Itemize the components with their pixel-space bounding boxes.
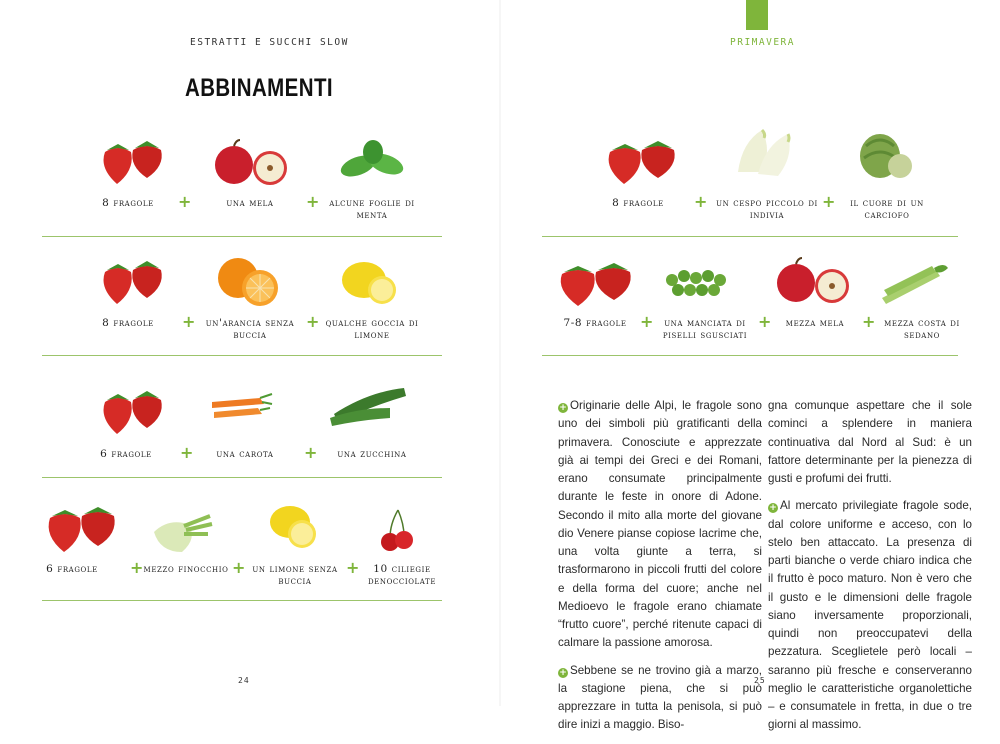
ingredient-label: un'arancia senza buccia <box>205 317 295 341</box>
mint-icon <box>338 138 408 184</box>
ingredient-label: 8 fragole <box>102 197 154 209</box>
ingredient-label: mezza costa di sedano <box>884 317 960 341</box>
lemon-icon <box>338 256 408 306</box>
plus-icon: + <box>822 192 836 211</box>
paragraph <box>768 497 972 734</box>
plus-icon: + <box>304 443 318 462</box>
page-title: ABBINAMENTI <box>185 74 334 102</box>
plus-icon: + <box>130 558 144 577</box>
divider <box>42 600 442 601</box>
strawberries-icon <box>95 258 167 306</box>
ingredient-label: 8 fragole <box>102 317 154 329</box>
strawberries-icon <box>600 138 680 186</box>
paragraph-text: gna comunque aspettare che il sole cominci a splendere in maniera continuativa dal Nord al Sud: è un fattore determinante per la pienezza di gusti e profumi dei frutti. <box>768 399 972 485</box>
page-number: 25 <box>754 676 766 685</box>
paragraph-text: Al mercato privilegiate fragole sode, dal colore uniforme e acceso, con lo stelo ben attaccato. La presenza di parti bianche o verde chiaro indica che il frutto è poco maturo. Non è vero che il gusto e le dimensioni delle fragole siano inversamente proporzionali, quindi non preoccupatevi della pezzatura. Sceglietele però locali – saranno più fresche e conserveranno meglio le caratteristiche organolettiche – e consumatele in fretta, in due o tre giorni al massimo. <box>768 499 972 732</box>
ingredient-label: il cuore di un carciofo <box>850 197 924 221</box>
plus-bullet-icon: + <box>559 667 567 678</box>
endive-icon <box>732 126 798 178</box>
paragraph-text: Sebbene se ne trovino già a marzo, la stagione piena, che si può apprezzare in tutta la penisola, si può dire inizi a maggio. Biso- <box>558 663 762 732</box>
strawberries-icon <box>95 388 167 436</box>
ingredient-label: mezzo finocchio <box>143 563 229 575</box>
right-page <box>500 0 1000 732</box>
paragraph <box>558 397 762 653</box>
section-tab <box>746 0 768 30</box>
plus-icon: + <box>306 192 320 211</box>
plus-icon: + <box>178 192 192 211</box>
divider <box>42 236 442 237</box>
left-page <box>0 0 500 706</box>
ingredient-label: 6 fragole <box>46 563 98 575</box>
ingredient-label: 6 fragole <box>100 448 152 460</box>
ingredient-label: mezza mela <box>785 317 845 329</box>
apple-icon <box>774 258 852 304</box>
plus-bullet-icon: + <box>559 403 567 413</box>
carrot-icon <box>208 392 274 424</box>
ingredient-label: un limone senza buccia <box>252 563 338 587</box>
divider <box>542 355 958 356</box>
plus-icon: + <box>694 192 708 211</box>
plus-icon: + <box>758 312 772 331</box>
ingredient-label: una zucchina <box>337 448 407 460</box>
plus-icon: + <box>862 312 876 331</box>
ingredient-label: un cespo piccolo di indivia <box>716 197 818 221</box>
apple-icon <box>212 140 290 186</box>
lemon-icon <box>266 500 326 550</box>
page-number: 24 <box>238 676 250 685</box>
zucchini-icon <box>328 384 408 426</box>
text-column <box>558 397 762 744</box>
artichoke-icon <box>856 126 916 182</box>
ingredient-label: alcune foglie di menta <box>329 197 415 221</box>
plus-icon: + <box>346 558 360 577</box>
paragraph <box>558 662 762 735</box>
divider <box>42 355 442 356</box>
plus-bullet-icon: + <box>769 503 777 514</box>
plus-icon: + <box>306 312 320 331</box>
paragraph-text: Originarie delle Alpi, le fragole sono uno dei simboli più gratificanti della primavera. Conosciute e apprezzate già ai tempi dei Greci e dei Romani, erano consumate principalmente durante le feste in onore di Adone. Secondo il mito alla morte del giovane dio Venere pianse copiose lacrime che, una volta giunte a terra, si trasformarono in piccoli frutti del colore e della forma del cuore; anche nel Medioevo le fragole erano chiamate “frutto cuore”, perché ritenute capaci di calmare la passione amorosa. <box>558 399 762 650</box>
strawberries-icon <box>40 504 120 554</box>
plus-icon: + <box>232 558 246 577</box>
ingredient-label: qualche goccia di limone <box>325 317 419 341</box>
strawberries-icon <box>552 260 636 308</box>
plus-icon: + <box>182 312 196 331</box>
ingredient-label: una carota <box>216 448 274 460</box>
celery-icon <box>878 262 950 306</box>
peas-icon <box>664 266 728 302</box>
strawberries-icon <box>95 138 167 186</box>
plus-icon: + <box>640 312 654 331</box>
ingredient-label: 10 ciliegie denocciolate <box>367 563 437 587</box>
running-head: ESTRATTI E SUCCHI SLOW <box>190 37 349 48</box>
orange-icon <box>214 254 284 308</box>
ingredient-label: 8 fragole <box>612 197 664 209</box>
section-label: PRIMAVERA <box>730 37 795 48</box>
ingredient-label: una mela <box>226 197 274 209</box>
text-column <box>768 397 972 744</box>
ingredient-label: 7-8 fragole <box>563 317 627 329</box>
paragraph <box>768 397 972 488</box>
divider <box>42 477 442 478</box>
plus-icon: + <box>180 443 194 462</box>
ingredient-label: una manciata di piselli sgusciati <box>662 317 748 341</box>
fennel-icon <box>148 512 214 554</box>
cherries-icon <box>380 508 414 554</box>
divider <box>542 236 958 237</box>
